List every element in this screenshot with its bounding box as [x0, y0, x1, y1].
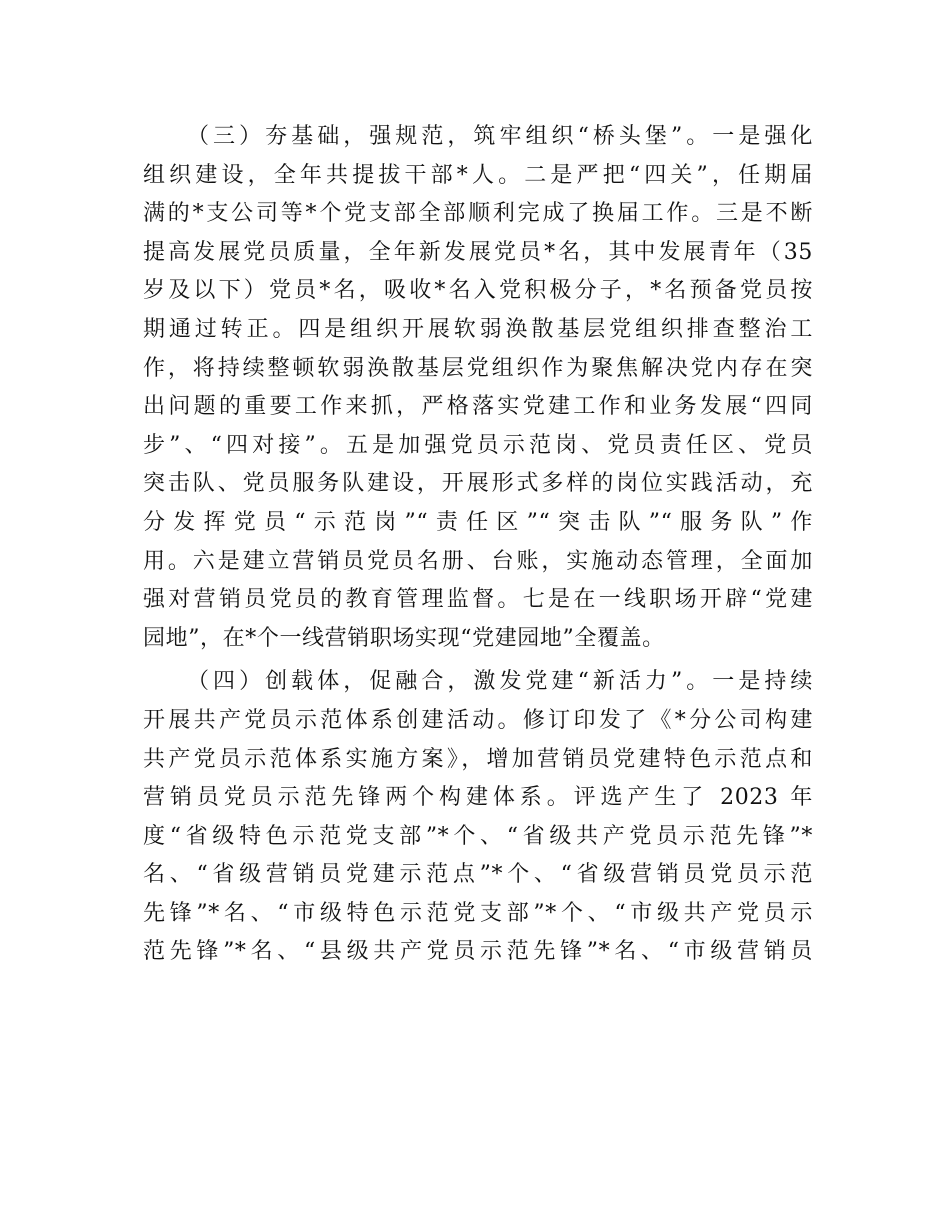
text-line: 出问题的重要工作来抓，严格落实党建工作和业务发展“四同 [143, 394, 813, 420]
text-line: 名、“省级营销员党建示范点”*个、“省级营销员党员示范 [143, 862, 813, 888]
text-line: （四）创载体，促融合，激发党建“新活力”。一是持续 [187, 669, 813, 695]
text-line: 作，将持续整顿软弱涣散基层党组织作为聚焦解决党内存在突 [143, 355, 813, 381]
text-line: 突击队、党员服务队建设，开展形式多样的岗位实践活动，充 [143, 471, 813, 497]
paragraph-carrier [143, 663, 813, 972]
text-line: 用。六是建立营销员党员名册、台账，实施动态管理，全面加 [143, 548, 813, 574]
text-line: 满的*支公司等*个党支部全部顺利完成了换届工作。三是不断 [143, 201, 813, 227]
text-line: 分发挥党员“示范岗”“责任区”“突击队”“服务队”作 [143, 509, 813, 535]
text-line: 强对营销员党员的教育管理监督。七是在一线职场开辟“党建 [143, 587, 813, 613]
text-line: 组织建设，全年共提拔干部*人。二是严把“四关”，任期届 [143, 162, 813, 188]
text-line: 共产党员示范体系实施方案》，增加营销员党建特色示范点和 [143, 746, 813, 772]
text-line: 园地”，在*个一线营销职场实现“党建园地”全覆盖。 [143, 625, 665, 651]
text-line: 开展共产党员示范体系创建活动。修订印发了《*分公司构建 [143, 707, 813, 733]
text-line: 度“省级特色示范党支部”*个、“省级共产党员示范先锋”* [143, 823, 813, 849]
text-line: （三）夯基础，强规范，筑牢组织“桥头堡”。一是强化 [187, 124, 813, 149]
text-line: 期通过转正。四是组织开展软弱涣散基层党组织排查整治工 [143, 316, 813, 342]
text-line: 营销员党员示范先锋两个构建体系。评选产生了 2023 年 [143, 785, 813, 811]
text-line: 步”、“四对接”。五是加强党员示范岗、党员责任区、党员 [143, 432, 813, 458]
paragraph-organization [143, 118, 813, 658]
text-line: 先锋”*名、“市级特色示范党支部”*个、“市级共产党员示 [143, 900, 813, 926]
document-page [143, 118, 813, 972]
text-line: 提高发展党员质量，全年新发展党员*名，其中发展青年（35 [143, 239, 813, 265]
text-line: 范先锋”*名、“县级共产党员示范先锋”*名、“市级营销员 [143, 939, 813, 965]
text-line: 岁及以下）党员*名，吸收*名入党积极分子，*名预备党员按 [143, 278, 813, 304]
